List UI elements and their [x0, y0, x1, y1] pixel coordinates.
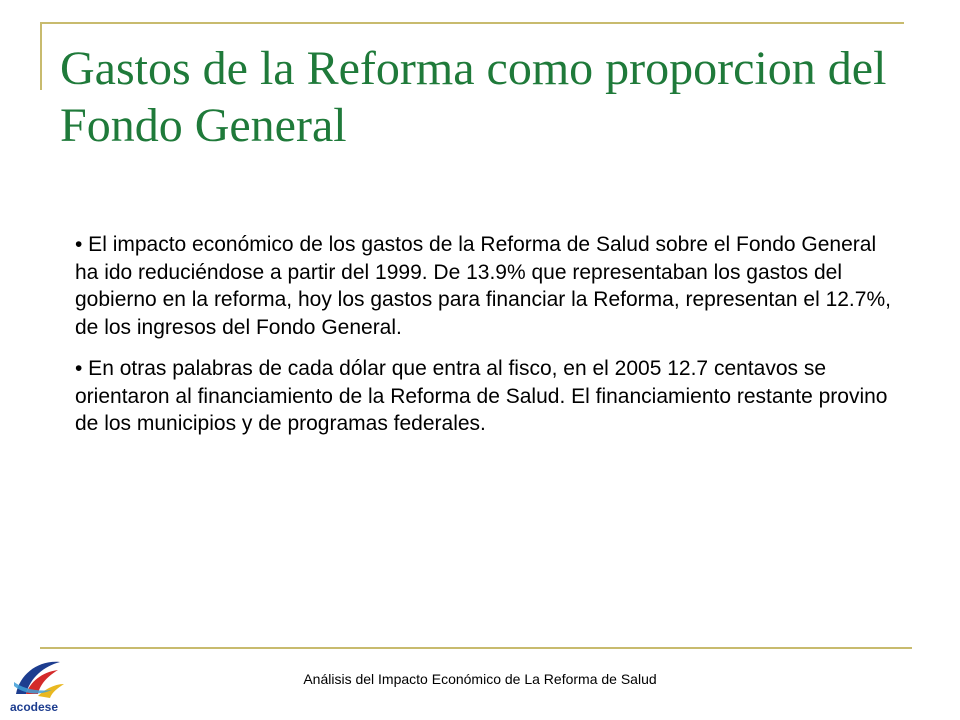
logo-text: acodese [9, 700, 59, 714]
top-rule [40, 22, 904, 24]
footer-text: Análisis del Impacto Económico de La Reforma de Salud [303, 671, 657, 687]
bottom-rule [40, 647, 912, 649]
slide-title: Gastos de la Reforma como proporcion del Fondo General [60, 42, 887, 152]
bullet-paragraph: • El impacto económico de los gastos de la Reforma de Salud sobre el Fondo General ha ido reduciéndose a partir del 1999. De 13.9% que representaban los gastos del gobierno en la reforma, hoy los gastos para financiar la Reforma, representan el 12.7%, de los ingresos del Fondo General. [75, 233, 891, 339]
bullet-paragraph: • En otras palabras de cada dólar que entra al fisco, en el 2005 12.7 centavos se orientaron al financiamiento de la Reforma de Salud. El financiamiento restante provino de los municipios y de programas federales. [75, 357, 888, 435]
slide-body [75, 231, 895, 452]
left-rule [40, 22, 42, 90]
